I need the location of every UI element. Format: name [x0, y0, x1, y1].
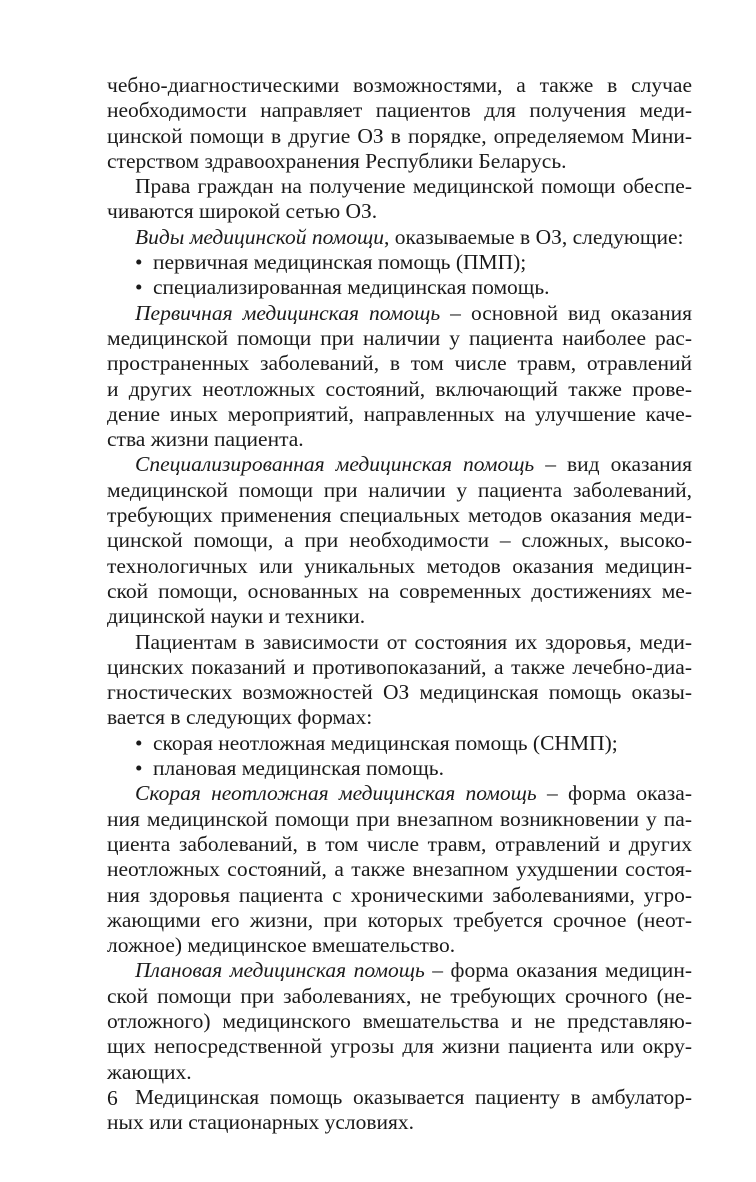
paragraph-line: [107, 781, 692, 806]
paragraph-line: неотложных состояний, а также внезапном ухудшении состоя-: [107, 857, 692, 882]
paragraph-line: технологичных или уникальных методов оказания медицин-: [107, 553, 692, 578]
paragraph: [107, 73, 692, 174]
paragraph-line: необходимости направляет пациентов для получения меди-: [107, 98, 692, 123]
paragraph-line: ской помощи при заболеваниях, не требующих срочного (не-: [107, 983, 692, 1008]
paragraph-line: циента заболеваний, в том числе травм, отравлений и других: [107, 831, 692, 856]
paragraph: [107, 781, 692, 958]
paragraph: [107, 301, 692, 453]
paragraph-line: медицинской помощи при наличии у пациента наиболее рас-: [107, 325, 692, 350]
paragraph: [107, 452, 692, 629]
defined-term: Плановая медицинская помощь: [135, 958, 425, 983]
paragraph-line: [107, 225, 692, 250]
paragraph-line: ных или стационарных условиях.: [107, 1110, 415, 1135]
paragraph-line: и других неотложных состояний, включающий также прове-: [107, 376, 692, 401]
paragraph: [107, 225, 692, 250]
paragraph-text: – основной вид оказания: [440, 300, 692, 325]
paragraph-line: Медицинская помощь оказывается пациенту в амбулатор-: [135, 1084, 692, 1109]
paragraph-line: чиваются широкой сетью ОЗ.: [107, 199, 378, 224]
paragraph: [107, 174, 692, 225]
bullet-list: [107, 250, 692, 301]
paragraph-line: Права граждан на получение медицинской помощи обеспе-: [135, 174, 692, 199]
bullet-icon: •: [135, 730, 143, 755]
paragraph-line: пространенных заболеваний, в том числе травм, отравлений: [107, 351, 692, 376]
list-item-text: скорая неотложная медицинская помощь (СНМП);: [153, 730, 618, 755]
paragraph-line: ния медицинской помощи при внезапном возникновении у па-: [107, 806, 692, 831]
paragraph-text: – вид оказания: [534, 452, 692, 477]
paragraph-line: дение иных мероприятий, направленных на улучшение каче-: [107, 401, 692, 426]
paragraph-line: жающих.: [107, 1059, 192, 1084]
paragraph-text: – форма оказа-: [536, 781, 692, 806]
page-body: [107, 73, 692, 1135]
paragraph-line: ства жизни пациента.: [107, 427, 304, 452]
bullet-icon: •: [135, 275, 143, 300]
paragraph-line: требующих применения специальных методов оказания меди-: [107, 503, 692, 528]
paragraph-line: ния здоровья пациента с хроническими заболеваниями, угро-: [107, 882, 692, 907]
list-item: [107, 250, 692, 275]
paragraph: [107, 630, 692, 731]
paragraph-line: жающими его жизни, при которых требуется срочное (неот-: [107, 907, 692, 932]
defined-term: Скорая неотложная медицинская помощь: [135, 781, 537, 806]
paragraph: [107, 958, 692, 1084]
paragraph-line: чебно-диагностическими возможностями, а также в случае: [107, 73, 692, 97]
paragraph-line: ложное) медицинское вмешательство.: [107, 933, 456, 958]
paragraph-line: цинских показаний и противопоказаний, а также лечебно-диа-: [107, 654, 692, 679]
list-item-text: первичная медицинская помощь (ПМП);: [153, 250, 527, 275]
paragraph-line: Пациентам в зависимости от состояния их здоровья, меди-: [135, 629, 692, 654]
paragraph-text: – форма оказания медицин-: [424, 958, 692, 983]
paragraph-line: щих непосредственной угрозы для жизни пациента или окру-: [107, 1034, 692, 1059]
paragraph-line: медицинской помощи при наличии у пациента заболеваний,: [107, 477, 692, 502]
list-item-text: плановая медицинская помощь.: [153, 756, 444, 781]
paragraph-line: цинской помощи в другие ОЗ в порядке, определяемом Мини-: [107, 123, 692, 148]
list-item: [107, 756, 692, 781]
paragraph: [107, 1085, 692, 1136]
defined-term: Виды медицинской помощи: [135, 224, 385, 249]
paragraph-line: отложного) медицинского вмешательства и не представляю-: [107, 1008, 692, 1033]
defined-term: Первичная медицинская помощь: [135, 300, 441, 325]
paragraph-line: [107, 958, 692, 983]
paragraph-line: цинской помощи, а при необходимости – сложных, высоко-: [107, 528, 692, 553]
page-number: 6: [107, 1086, 118, 1110]
paragraph-line: дицинской науки и техники.: [107, 604, 366, 629]
list-item: [107, 275, 692, 300]
list-item-text: специализированная медицинская помощь.: [153, 275, 550, 300]
defined-term: Специализированная медицинская помощь: [135, 452, 535, 477]
paragraph-text: , оказываемые в ОЗ, следующие:: [384, 224, 684, 249]
paragraph-line: [107, 452, 692, 477]
paragraph-line: вается в следующих формах:: [107, 705, 373, 730]
bullet-list: [107, 731, 692, 782]
paragraph-line: стерством здравоохранения Республики Беларусь.: [107, 148, 567, 173]
list-item: [107, 731, 692, 756]
bullet-icon: •: [135, 250, 143, 275]
paragraph-line: ской помощи, основанных на современных достижениях ме-: [107, 578, 692, 603]
paragraph-line: гностических возможностей ОЗ медицинская помощь оказы-: [107, 680, 692, 705]
bullet-icon: •: [135, 756, 143, 781]
paragraph-line: [107, 301, 692, 326]
